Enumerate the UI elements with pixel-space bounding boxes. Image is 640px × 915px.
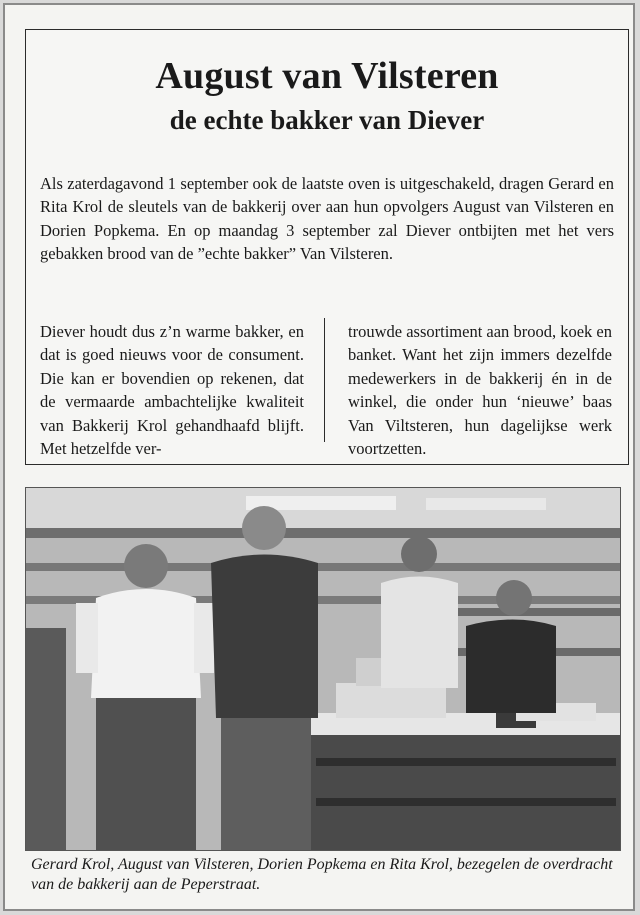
article-title: August van Vilsteren [155, 55, 499, 97]
column-divider [324, 318, 325, 442]
photo-caption: Gerard Krol, August van Vilsteren, Dorien Popkema en Rita Krol, bezegelen de overdracht van de bakkerij aan de Peperstraat. [31, 856, 613, 893]
bakery-photo [25, 487, 621, 851]
column-right-text: trouwde assortiment aan brood, koek en banket. Want het zijn immers dezelfde medewerkers in de bakkerij én in de winkel, die onder hun ‘nieuwe’ baas Van Viltsteren, hun dagelijkse werk voortzetten. [348, 322, 612, 459]
article-subtitle: de echte bakker van Diever [169, 105, 485, 135]
page-sheet [3, 3, 635, 911]
bakery-photo-illustration [26, 488, 620, 850]
column-left-text: Diever houdt dus z’n warme bakker, en dat is goed nieuws voor de consument. Die kan er bovendien op rekenen, dat de vermaarde ambachtelijke kwaliteit van Bakkerij Krol gehandhaafd blijft. Met hetzelfde ver- [40, 322, 304, 459]
lead-paragraph: Als zaterdagavond 1 september ook de laatste oven is uitgeschakeld, dragen Gerard en Rita Krol de sleutels van de bakkerij over aan hun opvolgers August van Vilsteren en Dorien Popkema. En op maandag 3 september zal Diever ontbijten met het vers gebakken brood van de ”echte bakker” Van Vilsteren. [40, 174, 614, 264]
article-box [25, 29, 629, 465]
